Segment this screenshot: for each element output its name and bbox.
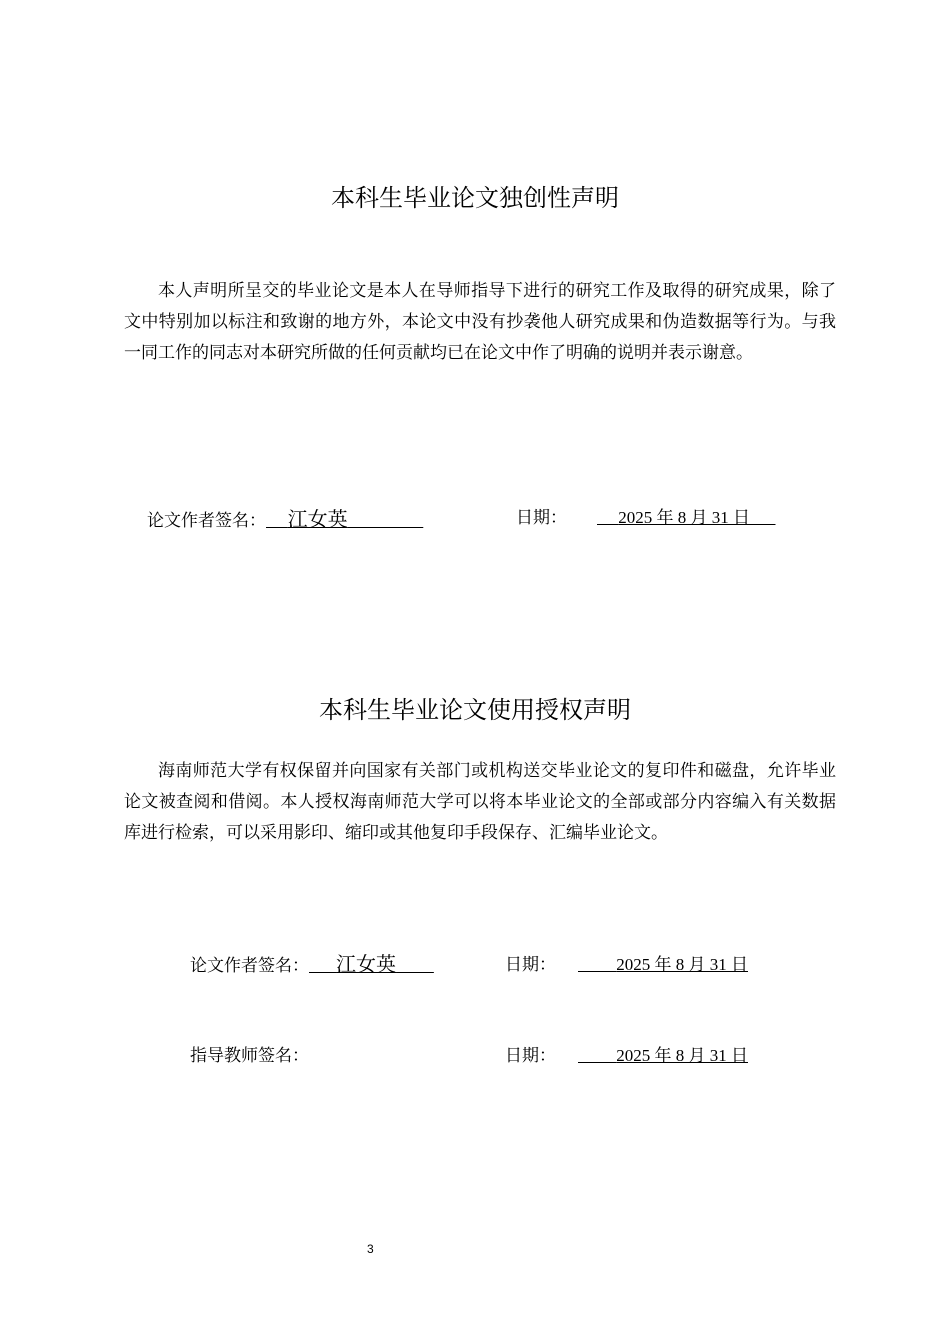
authorization-author-signature-row <box>190 948 434 977</box>
date-value: 2025 年 8 月 31 日 <box>616 955 748 974</box>
originality-author-signature-row <box>147 503 423 532</box>
originality-title: 本科生毕业论文独创性声明 <box>331 184 619 212</box>
date-line <box>578 955 748 974</box>
author-signature-name: 江女英 <box>336 952 397 976</box>
author-signature-line <box>309 952 434 976</box>
author-signature-line <box>266 507 423 531</box>
authorization-advisor-signature-row <box>190 1041 469 1066</box>
authorization-author-date-row <box>505 950 748 975</box>
author-signature-name: 江女英 <box>287 507 348 531</box>
page-number: 3 <box>367 1242 374 1256</box>
authorization-advisor-date-row <box>505 1041 748 1066</box>
authorization-body: 海南师范大学有权保留并向国家有关部门或机构送交毕业论文的复印件和磁盘，允许毕业论文被查阅和借阅。本人授权海南师范大学可以将本毕业论文的全部或部分内容编入有关数据库进行检索，可以采用影印、缩印或其他复印手段保存、汇编毕业论文。 <box>124 761 836 843</box>
date-line <box>578 1046 748 1065</box>
advisor-signature-label: 指导教师签名： <box>190 1046 309 1066</box>
date-value: 2025 年 8 月 31 日 <box>618 508 750 527</box>
date-label: 日期： <box>505 1046 556 1066</box>
date-label: 日期： <box>505 955 556 975</box>
originality-body: 本人声明所呈交的毕业论文是本人在导师指导下进行的研究工作及取得的研究成果，除了文中特别加以标注和致谢的地方外，本论文中没有抄袭他人研究成果和伪造数据等行为。与我一同工作的同志对本研究所做的任何贡献均已在论文中作了明确的说明并表示谢意。 <box>124 281 836 363</box>
date-line <box>597 508 776 527</box>
originality-date-row <box>516 503 776 528</box>
date-value: 2025 年 8 月 31 日 <box>616 1046 748 1065</box>
date-label: 日期： <box>516 508 567 528</box>
author-signature-label: 论文作者签名： <box>190 956 309 976</box>
author-signature-label: 论文作者签名： <box>147 511 266 531</box>
authorization-title: 本科生毕业论文使用授权声明 <box>319 696 631 724</box>
advisor-signature-line <box>309 1046 469 1066</box>
